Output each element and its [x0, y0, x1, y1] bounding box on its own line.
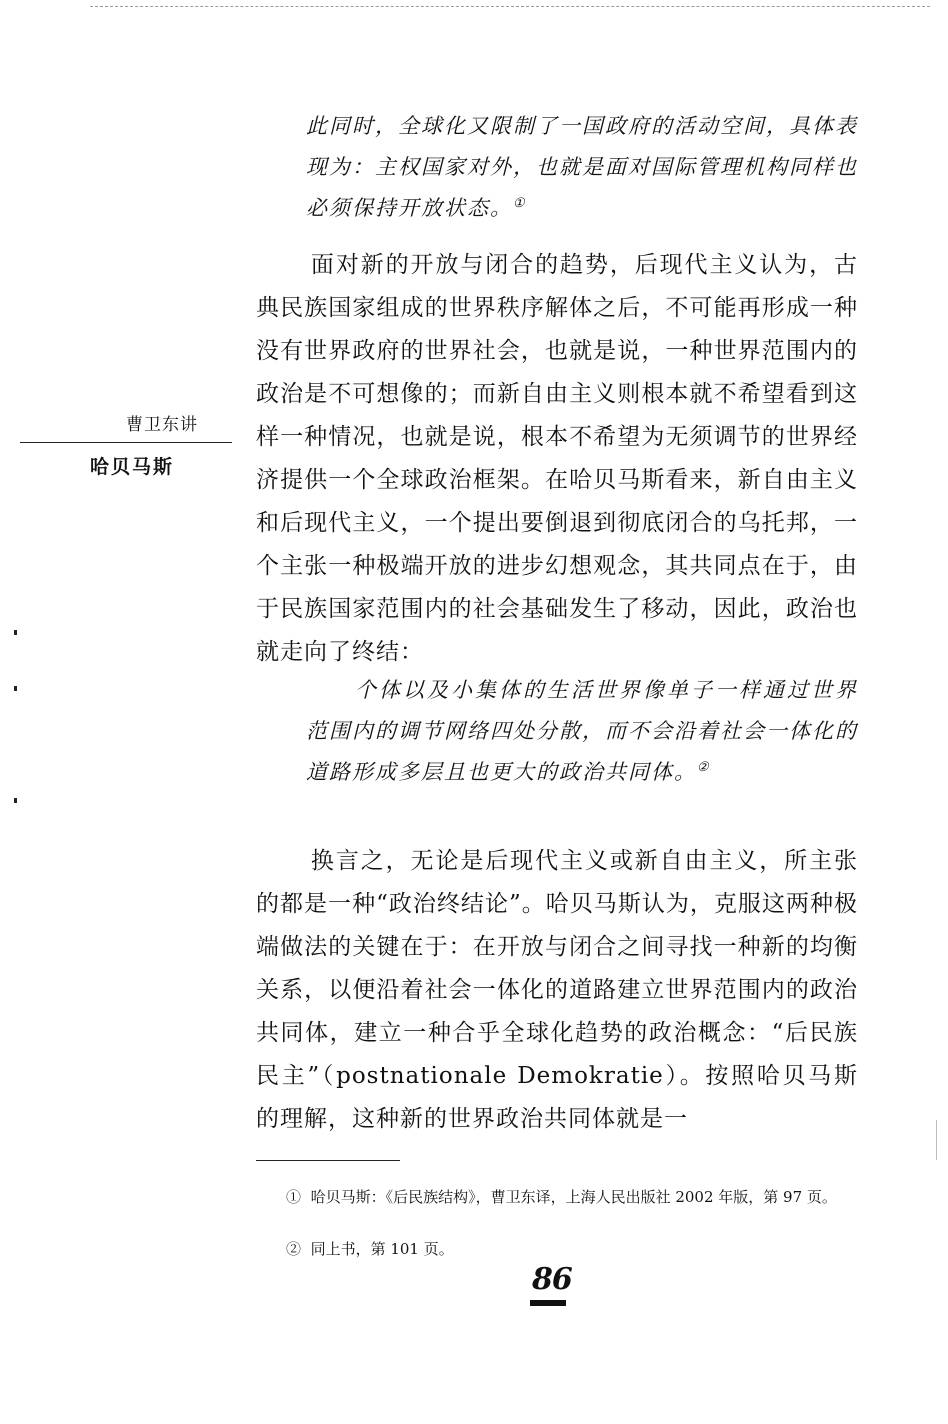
margin-mark [14, 630, 17, 635]
page-number: 86 [532, 1262, 572, 1297]
quote-mid-text: 个体以及小集体的生活世界像单子一样通过世界范围内的调节网络四处分散，而不会沿着社会一体化的道路形成多层且也更大的政治共同体。 [306, 678, 858, 784]
sidebar-author: 曹卫东讲 [126, 415, 198, 435]
footnote-2-text: 同上书，第 101 页。 [310, 1240, 454, 1258]
footnote-1-text: 哈贝马斯：《后民族结构》，曹卫东译，上海人民出版社 2002 年版，第 97 页。 [310, 1188, 837, 1206]
footnote-rule [256, 1160, 400, 1161]
block-quote-continued [306, 106, 858, 229]
footnote-1-mark: ① [286, 1188, 302, 1206]
sidebar-rule [20, 442, 232, 443]
paragraph-1-text: 面对新的开放与闭合的趋势，后现代主义认为，古典民族国家组成的世界秩序解体之后，不可能再形成一种没有世界政府的世界社会，也就是说，一种世界范围内的政治是不可想像的；而新自由主义则根本就不希望看到这样一种情况，也就是说，根本不希望为无须调节的世界经济提供一个全球政治框架。在哈贝马斯看来，新自由主义和后现代主义，一个提出要倒退到彻底闭合的乌托邦，一个主张一种极端开放的进步幻想观念，其共同点在于，由于民族国家范围内的社会基础发生了移动，因此，政治也就走向了终结： [256, 252, 858, 665]
page-number-bar [530, 1300, 566, 1306]
footnote-2 [256, 1236, 858, 1262]
scan-edge-mark [936, 1120, 937, 1160]
sidebar-book-title: 哈贝马斯 [90, 456, 175, 478]
footnote-ref-1: ① [513, 196, 527, 211]
block-quote [306, 670, 858, 793]
paragraph-2 [256, 840, 858, 1141]
paragraph-1 [256, 244, 858, 674]
footnote-1 [256, 1184, 858, 1210]
margin-mark [14, 686, 17, 691]
paragraph-2-text: 换言之，无论是后现代主义或新自由主义，所主张的都是一种“政治终结论”。哈贝马斯认为，克服这两种极端做法的关键在于：在开放与闭合之间寻找一种新的均衡关系，以便沿着社会一体化的道路建立世界范围内的政治共同体，建立一种合乎全球化趋势的政治概念：“后民族民主”（postnationale Demokratie）。按照哈贝马斯的理解，这种新的世界政治共同体就是一 [256, 848, 858, 1132]
footnote-2-mark: ② [286, 1240, 302, 1258]
quote-top-text: 此同时，全球化又限制了一国政府的活动空间，具体表现为：主权国家对外，也就是面对国际管理机构同样也必须保持开放状态。 [306, 114, 858, 220]
margin-mark [14, 798, 17, 803]
footnote-ref-2: ② [697, 760, 711, 775]
